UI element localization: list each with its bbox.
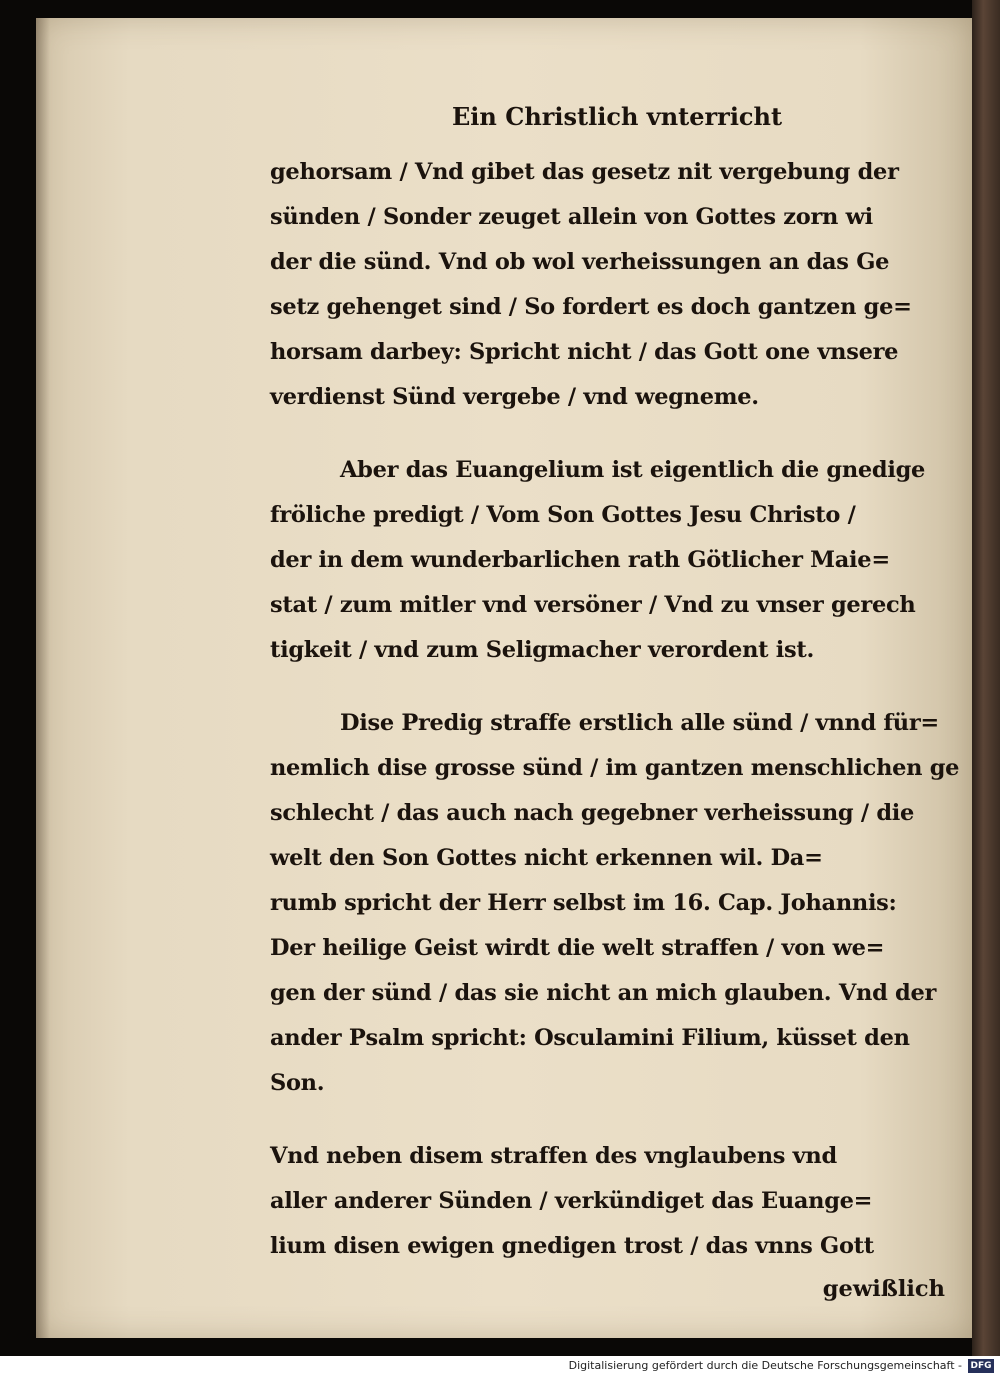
text-line: Dise Predig straffe erstlich alle sünd / vnnd für= [340,710,939,736]
text-line: nemlich dise grosse sünd / im gantzen menschlichen ge [270,755,960,781]
paragraph-4 [270,1134,970,1269]
text-line: der in dem wunderbarlichen rath Götlicher Maie= [270,547,890,573]
page-text [270,100,970,1309]
footer-bar [0,1356,1000,1376]
text-line: gehorsam / Vnd gibet das gesetz nit vergebung der [270,159,899,185]
text-line: stat / zum mitler vnd versöner / Vnd zu vnser gerech [270,592,916,618]
text-line: Der heilige Geist wirdt die welt straffen / von we= [270,935,885,961]
page-edge [972,0,1000,1356]
text-line: aller anderer Sünden / verkündiget das Euange= [270,1188,873,1214]
text-line: setz gehenget sind / So fordert es doch gantzen ge= [270,294,912,320]
text-line: Vnd neben disem straffen des vnglaubens vnd [270,1143,837,1169]
catchword: gewißlich [822,1276,945,1302]
text-line: fröliche predigt / Vom Son Gottes Jesu Christo / [270,502,856,528]
dfg-logo: DFG [968,1359,994,1373]
text-line: welt den Son Gottes nicht erkennen wil. Da= [270,845,823,871]
paragraph-3 [270,701,970,1106]
text-line: gen der sünd / das sie nicht an mich glauben. Vnd der [270,980,937,1006]
funding-credit: Digitalisierung gefördert durch die Deutsche Forschungsgemeinschaft - [568,1359,962,1372]
text-line: sünden / Sonder zeuget allein von Gottes zorn wi [270,204,873,230]
text-line: schlecht / das auch nach gegebner verheissung / die [270,800,915,826]
text-line: Aber das Euangelium ist eigentlich die gnedige [340,457,926,483]
spine-shadow [36,18,50,1338]
text-line: verdienst Sünd vergebe / vnd wegneme. [270,384,759,410]
running-head: Ein Christlich vnterricht [452,102,783,131]
text-line: der die sünd. Vnd ob wol verheissungen an das Ge [270,249,890,275]
text-line: rumb spricht der Herr selbst im 16. Cap. Johannis: [270,890,897,916]
text-line: tigkeit / vnd zum Seligmacher verordent ist. [270,637,814,663]
paragraph-2 [270,448,970,673]
text-line: Son. [270,1070,325,1096]
text-line: ander Psalm spricht: Osculamini Filium, küsset den [270,1025,910,1051]
paragraph-1 [270,150,970,420]
text-line: horsam darbey: Spricht nicht / das Gott one vnsere [270,339,899,365]
text-line: lium disen ewigen gnedigen trost / das vnns Gott [270,1233,874,1259]
